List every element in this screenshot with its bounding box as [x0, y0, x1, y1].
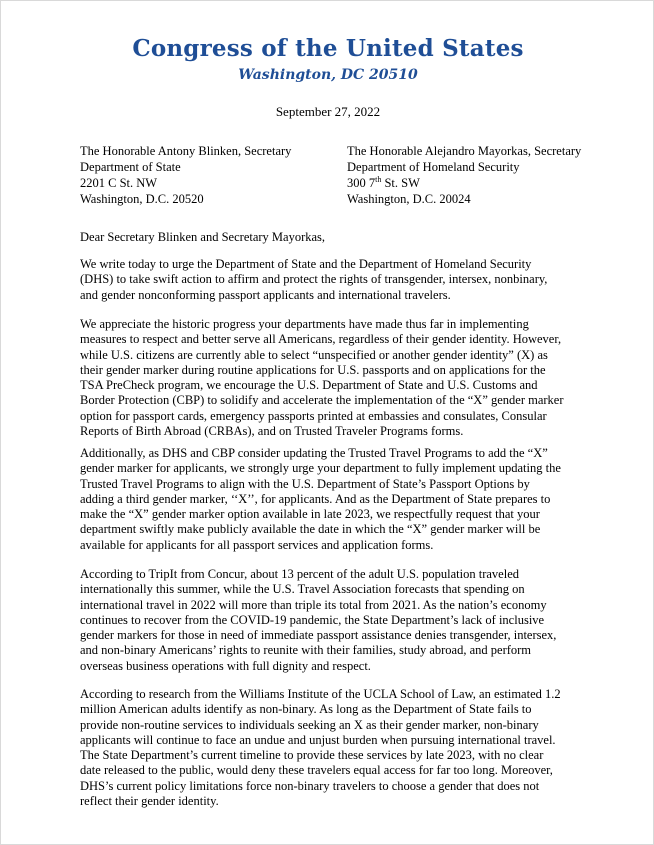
paragraph-line: provide non-routine services to individuals seeking an X as their gender marker, non-binary — [80, 717, 539, 732]
paragraph-line: department swiftly make publicly available the date in which the “X” gender marker will be — [80, 522, 541, 537]
address-line: The Honorable Alejandro Mayorkas, Secretary — [347, 144, 582, 158]
paragraph-line: The State Department’s current timeline to provide these services by late 2023, with no clear — [80, 748, 544, 763]
paragraph-line: date released to the public, would deny these travelers equal access for far too long. Moreover, — [80, 763, 553, 778]
paragraph-2 — [80, 317, 564, 439]
paragraph-3 — [80, 446, 561, 553]
paragraph-line: TSA PreCheck program, we encourage the U.S. Department of State and U.S. Customs and — [80, 378, 538, 393]
paragraph-line: overseas business operations with full dignity and respect. — [80, 658, 371, 673]
paragraph-line: Trusted Travel Programs to align with the U.S. Department of State’s Passport Options by — [80, 476, 530, 491]
paragraph-line: (DHS) to take swift action to affirm and protect the rights of transgender, intersex, nonbinary, — [80, 272, 548, 287]
paragraph-line: Additionally, as DHS and CBP consider updating the Trusted Travel Programs to add the “X” — [80, 446, 548, 460]
paragraph-line: and non-binary Americans’ rights to reunite with their families, study abroad, and perform — [80, 643, 532, 658]
paragraph-line: gender markers for those in need of immediate passport assistance denies transgender, intersex, — [80, 628, 557, 643]
paragraph-line: According to TripIt from Concur, about 13 percent of the adult U.S. population traveled — [80, 567, 519, 581]
letterhead-subtitle: Washington, DC 20510 — [238, 67, 418, 83]
paragraph-1 — [80, 257, 547, 303]
paragraph-line: adding a third gender marker, ‘‘X’’, for applicants. And as the Department of State prepares to — [80, 491, 551, 506]
paragraph-line: continues to recover from the COVID-19 pandemic, the State Department’s lack of inclusive — [80, 612, 545, 627]
paragraph-line: Reports of Birth Abroad (CRBAs), and on Trusted Traveler Programs forms. — [80, 424, 464, 439]
paragraph-line: available for applicants for all passport services and application forms. — [80, 537, 434, 552]
salutation: Dear Secretary Blinken and Secretary Mayorkas, — [80, 230, 326, 244]
paragraph-line: measures to respect and better serve all Americans, regardless of their gender identity. However, — [80, 332, 562, 347]
letterhead-title: Congress of the United States — [132, 35, 524, 62]
ordinal-suffix: th — [375, 175, 382, 184]
paragraph-line: DHS’s current policy limitations force non-binary travelers to choose a gender that does not — [80, 778, 540, 793]
paragraph-line: while U.S. citizens are currently able to select “unspecified or another gender identity” (X) as — [80, 347, 548, 362]
address-line: Washington, D.C. 20520 — [80, 192, 204, 206]
paragraph-line: According to research from the Williams Institute of the UCLA School of Law, an estimated 1.2 — [80, 687, 561, 701]
paragraph-line: their gender marker during routine applications for U.S. passports and on applications for the — [80, 362, 546, 377]
paragraph-line: and gender nonconforming passport applicants and international travelers. — [80, 287, 451, 302]
letter-date: September 27, 2022 — [275, 104, 381, 119]
paragraph-line: We write today to urge the Department of State and the Department of Homeland Security — [80, 257, 532, 271]
street-name: St. SW — [381, 176, 420, 190]
paragraph-line: international travel in 2022 will more than triple its total from 2021. As the nation’s economy — [80, 597, 547, 612]
paragraph-5 — [80, 687, 561, 809]
paragraph-line: Border Protection (CBP) to solidify and accelerate the implementation of the “X” gender marker — [80, 393, 564, 408]
address-line: The Honorable Antony Blinken, Secretary — [80, 144, 292, 158]
paragraph-line: make the “X” gender marker option available in late 2023, we respectfully request that your — [80, 507, 540, 522]
paragraph-line: option for passport cards, emergency passports printed at embassies and consulates, Consular — [80, 408, 547, 423]
address-line: Department of State — [80, 160, 181, 174]
paragraph-line: million American adults identify as non-binary. As long as the Department of State fails to — [80, 702, 532, 717]
address-line-street — [347, 175, 581, 191]
address-line: Washington, D.C. 20024 — [347, 192, 471, 206]
paragraph-line: We appreciate the historic progress your departments have made thus far in implementing — [80, 317, 529, 331]
paragraph-line: internationally this summer, while the U.S. Travel Association forecasts that spending on — [80, 582, 525, 597]
street-number: 300 7 — [347, 176, 376, 190]
recipient-address-left — [80, 143, 291, 207]
paragraph-line: applicants will continue to face an undue and unjust burden when pursuing international travel. — [80, 732, 556, 747]
paragraph-line: reflect their gender identity. — [80, 794, 219, 809]
address-line: 2201 C St. NW — [80, 176, 158, 190]
paragraph-4 — [80, 567, 556, 674]
paragraph-line: gender marker for applicants, we strongly urge your department to fully implement updating the — [80, 461, 561, 476]
recipient-address-right — [347, 143, 581, 207]
address-line: Department of Homeland Security — [347, 160, 520, 174]
